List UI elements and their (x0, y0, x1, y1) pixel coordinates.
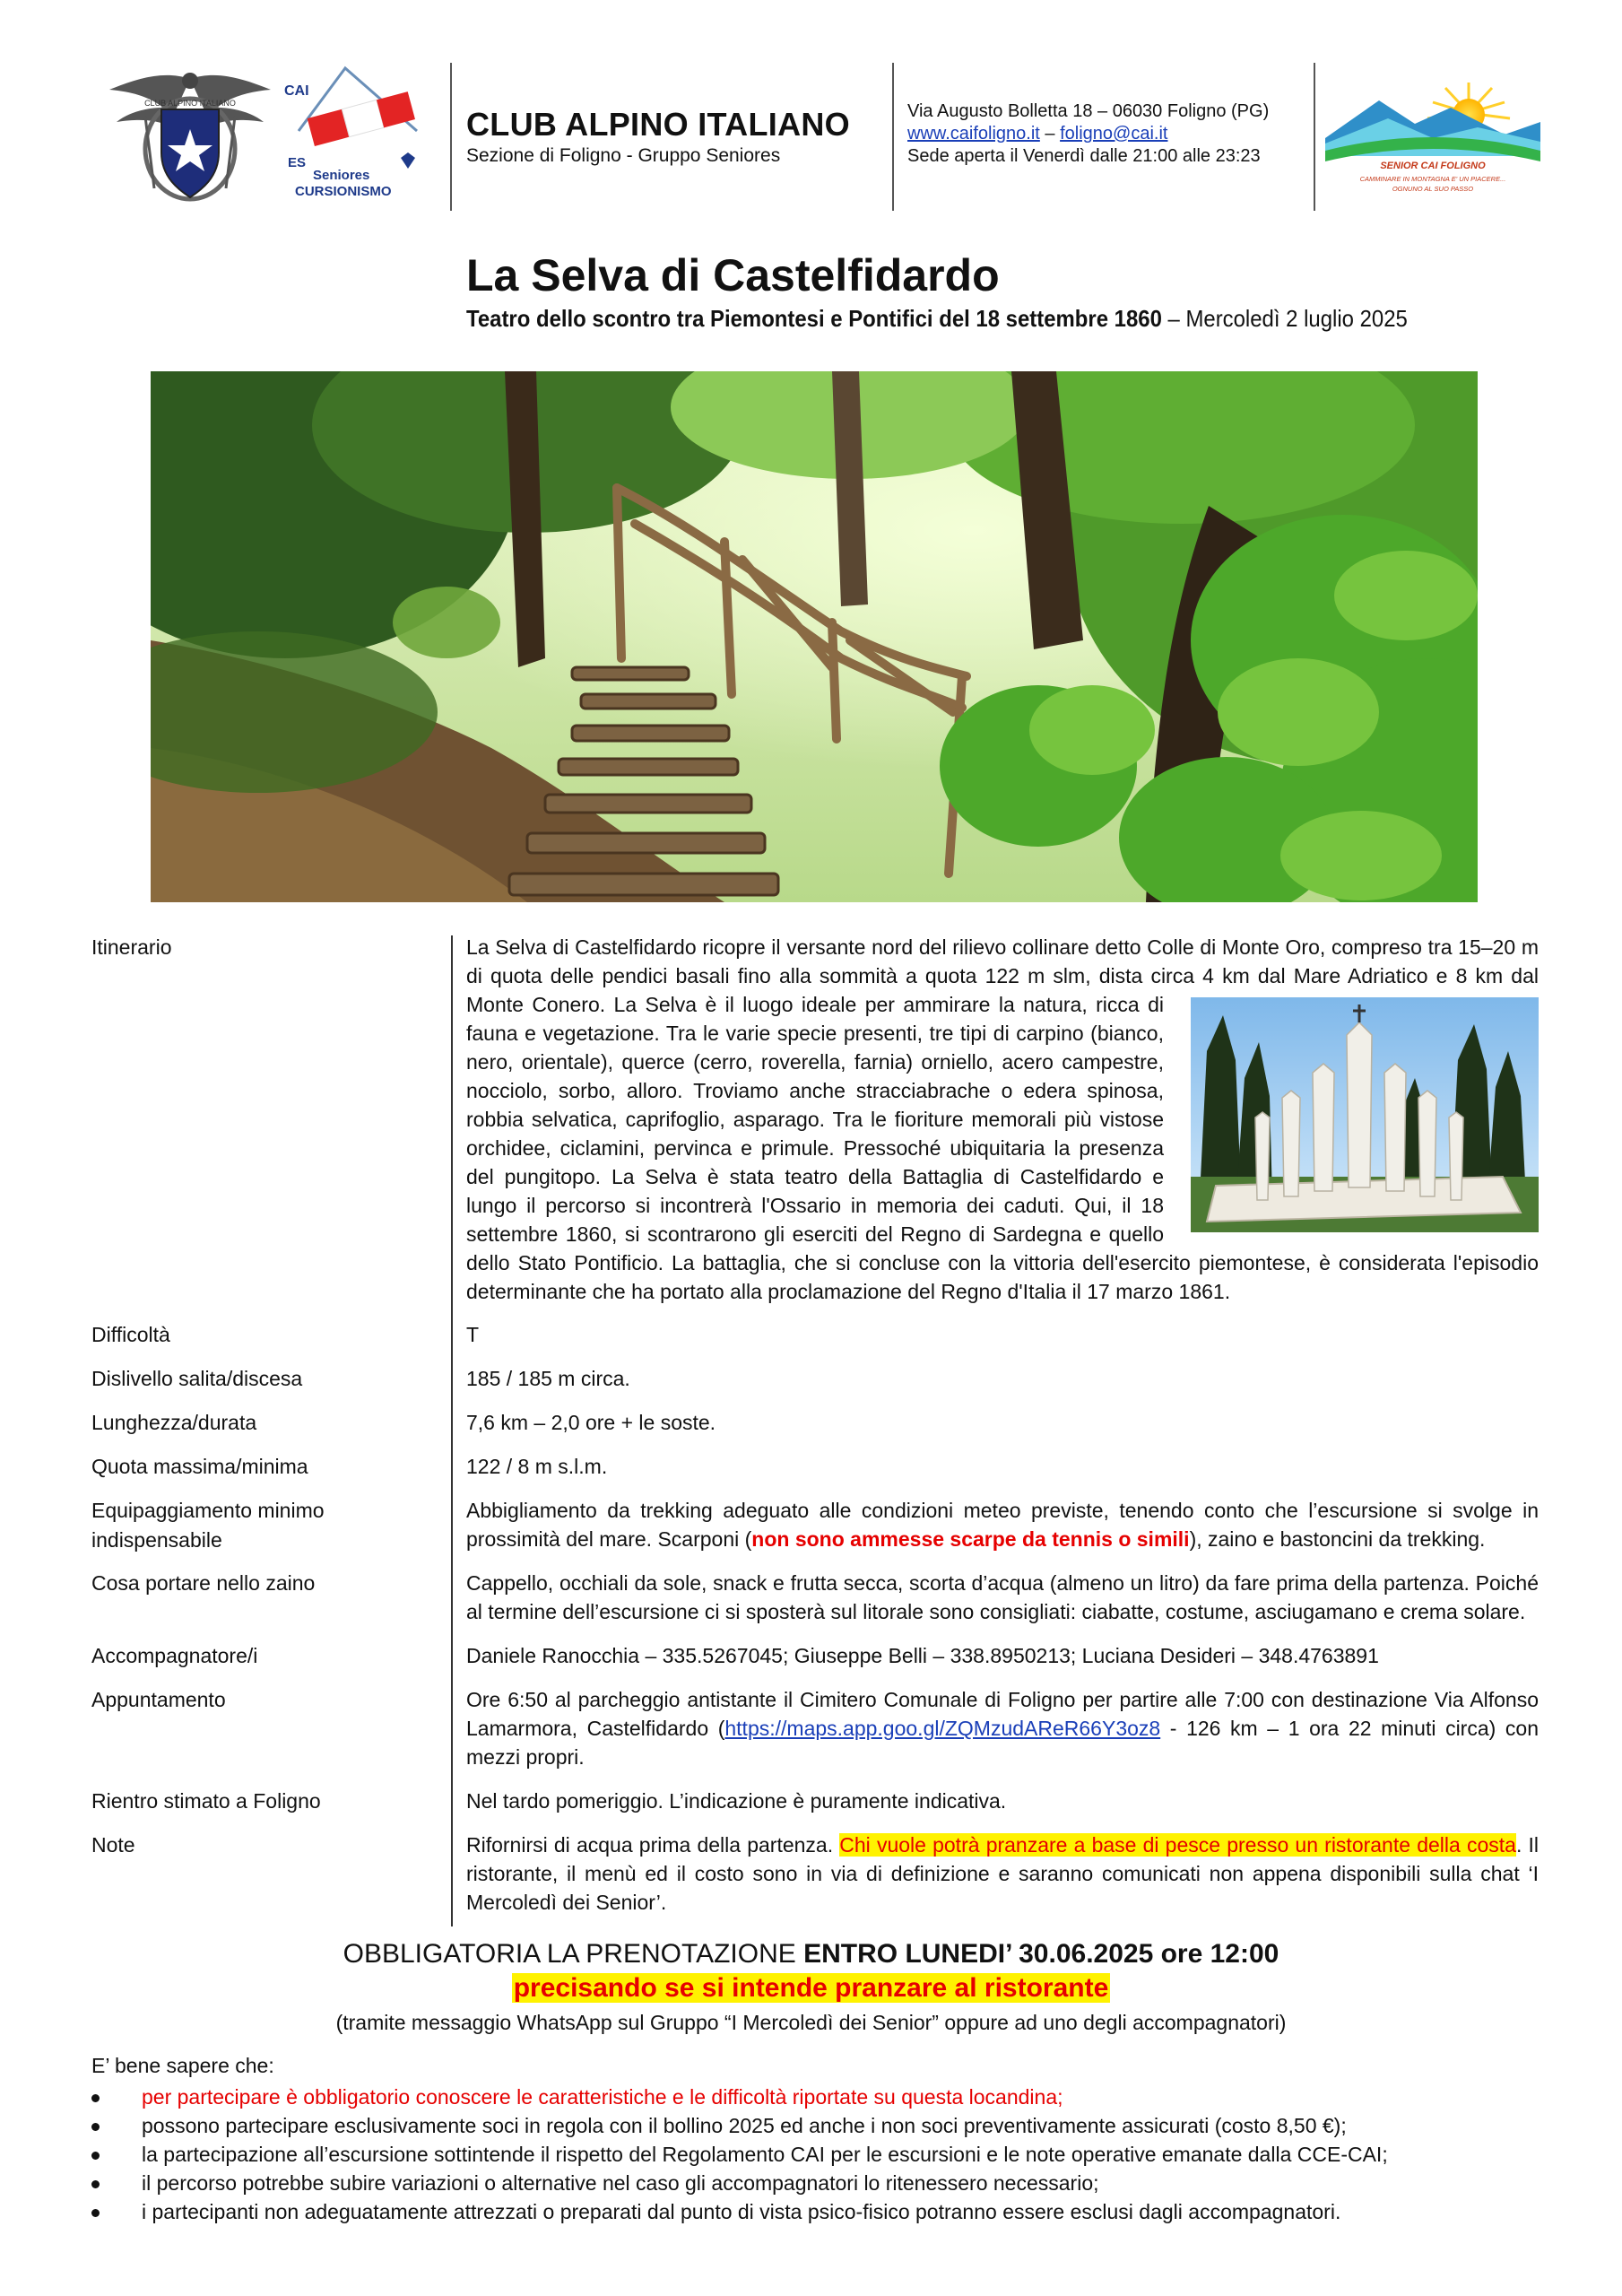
bullet-icon (91, 2209, 100, 2217)
value-note (466, 1831, 1539, 1917)
equip-text-pre: Abbigliamento da trekking adeguato alle condizioni meteo previste, tenendo conto che l’escursione si svolge in prossimità del mare. Scarponi ( (466, 1499, 1539, 1551)
value-zaino: Cappello, occhiali da sole, snack e frutta secca, scorta d’acqua (almeno un litro) da fare prima della partenza. Poiché al termine dell’escursione ci si sposterà sul litorale sono consigliati: ciabatte, costume, asciugamano e crema solare. (466, 1571, 1539, 1623)
app-text-pre: Ore 6:50 al parcheggio antistante il Cimitero Comunale di Foligno per partire alle 7:00 con destinazione Via Alfonso Lamarmora, Castelfidardo ( (466, 1688, 1539, 1740)
booking-pre: OBBLIGATORIA LA PRENOTAZIONE (343, 1939, 804, 1969)
list-item: i partecipanti non adeguatamente attrezzati o preparati dal punto di vista psico-fisico potranno essere esclusi dagli accompagnatori. (91, 2197, 1544, 2226)
maps-link[interactable]: https://maps.app.goo.gl/ZQMzudAReR66Y3oz8 (724, 1717, 1161, 1740)
list-item: la partecipazione all’escursione sottintende il rispetto del Regolamento CAI per le escursioni e le note operative emanate dalla CCE-CAI; (91, 2140, 1544, 2169)
list-item: il percorso potrebbe subire variazioni o alternative nel caso gli accompagnatori lo ritenessero necessario; (91, 2169, 1544, 2197)
app-text-post: - 126 km – 1 ora 22 minuti circa) con mezzi propri. (466, 1717, 1539, 1769)
booking-date: ENTRO LUNEDI’ 30.06.2025 ore 12:00 (803, 1939, 1279, 1969)
label-note: Note (91, 1833, 135, 1857)
note-text-pre: Rifornirsi di acqua prima della partenza. (466, 1833, 840, 1857)
booking-lunch-text: precisando se si intende pranzare al ristorante (513, 1973, 1109, 2003)
label-dislivello: Dislivello salita/discesa (91, 1367, 303, 1390)
club-name: CLUB ALPINO ITALIANO (466, 106, 850, 143)
value-quota: 122 / 8 m s.l.m. (466, 1455, 608, 1478)
label-appuntamento: Appuntamento (91, 1688, 226, 1711)
forest-path-photo (151, 371, 1478, 902)
notes-title: E’ bene sapere che: (91, 2054, 274, 2077)
equip-text-post: ), zaino e bastoncini da trekking. (1189, 1527, 1486, 1551)
svg-text:SENIOR CAI FOLIGNO: SENIOR CAI FOLIGNO (1380, 161, 1486, 171)
list-item: per partecipare è obbligatorio conoscere le caratteristiche e le difficoltà riportate su questa locandina; (91, 2083, 1544, 2111)
label-equip-line2: indispensabile (91, 1528, 222, 1552)
header-divider (450, 63, 452, 211)
svg-text:CLUB ALPINO ITALIANO: CLUB ALPINO ITALIANO (144, 99, 236, 108)
senior-cai-foligno-logo (1325, 79, 1540, 196)
value-accompagnatori: Daniele Ranocchia – 335.5267045; Giuseppe Belli – 338.8950213; Luciana Desideri – 348.4763891 (466, 1644, 1379, 1667)
itinerario-body: La Selva di Castelfidardo ricopre il versante nord del rilievo collinare detto Colle di Monte Oro, compreso tra 15–20 m di quota delle pendici basali fino alla sommità a quota 122 m slm, dista circa 4 km dal Mare Adriatico e 8 km dal Monte Conero. La Selva è il luogo ideale per ammirare la natura, ricca di fauna e vegetazione. Tra le varie specie presenti, tre tipi di carpino (bianco, nero, orientale), querce (cerro, roverella, farnia) orniello, acero campestre, nocciolo, sorbo, alloro. Troviamo anche stracciabrache o edera spinosa, robbia selvatica, caprifoglio, asparago. Tra le fioriture memorali più vistose orchidee, ciclamini, pervinca e primule. Pressoché ubiquitaria la presenza del pungitopo. La Selva è stata teatro della Battaglia di Castelfidardo e lungo il percorso si incontrerà l'Ossario in memoria dei caduti. Qui, il 18 settembre 1860, si scontrarono gli eserciti del Regno di Sardegna e quello dello Stato Pontificio. La battaglia, che si concluse con la vittoria dell'esercito piemontese, è considerata l'episodio determinante che ha portato alla proclamazione del Regno d'Italia il 17 marzo 1861. (466, 935, 1539, 1303)
label-accompagnatori: Accompagnatore/i (91, 1644, 258, 1667)
svg-text:Seniores: Seniores (313, 168, 370, 183)
label-zaino: Cosa portare nello zaino (91, 1571, 316, 1595)
label-rientro: Rientro stimato a Foligno (91, 1789, 321, 1813)
svg-text:CAMMINARE IN MONTAGNA E' UN PI: CAMMINARE IN MONTAGNA E' UN PIACERE... (1359, 175, 1506, 183)
header-divider (1314, 63, 1315, 211)
list-item: possono partecipare esclusivamente soci in regola con il bollino 2025 ed anche i non soci preventivamente assicurati (costo 8,50 €); (91, 2111, 1544, 2140)
note-highlight: Chi vuole potrà pranzare a base di pesce presso un ristorante della costa (839, 1833, 1516, 1857)
label-itinerario: Itinerario (91, 935, 172, 959)
label-difficolta: Difficoltà (91, 1323, 170, 1346)
contact-separator: – (1039, 124, 1061, 144)
itinerario-text (466, 933, 1539, 1306)
label-equip-line1: Equipaggiamento minimo (91, 1499, 325, 1522)
page-subtitle (466, 305, 1408, 333)
svg-text:ES: ES (288, 155, 307, 170)
value-equipaggiamento (466, 1496, 1539, 1553)
bullet-icon (91, 2152, 100, 2160)
header-divider (892, 63, 894, 211)
email-link[interactable]: foligno@cai.it (1060, 124, 1168, 144)
booking-lunch-note (0, 1973, 1622, 2004)
value-lunghezza: 7,6 km – 2,0 ore + le soste. (466, 1411, 716, 1434)
booking-how: (tramite messaggio WhatsApp sul Gruppo “I Mercoledì dei Senior” oppure ad uno degli accompagnatori) (335, 2011, 1287, 2034)
svg-text:CURSIONISMO: CURSIONISMO (295, 184, 392, 199)
svg-text:OGNUNO AL SUO PASSO: OGNUNO AL SUO PASSO (1392, 185, 1474, 193)
contact-block (907, 100, 1269, 168)
opening-hours: Sede aperta il Venerdì dalle 21:00 alle 23:23 (907, 146, 1261, 166)
note-text-post: . Il ristorante, il menù ed il costo sono in via di definizione e saranno comunicati non appena disponibili sulla chat ‘I Mercoledì dei Senior’. (466, 1833, 1539, 1914)
bullet-icon (91, 2180, 100, 2188)
subtitle-bold: Teatro dello scontro tra Piemontesi e Pontifici del 18 settembre 1860 (466, 305, 1162, 332)
cai-escursionismo-logo (282, 61, 430, 209)
website-link[interactable]: www.caifoligno.it (907, 124, 1040, 144)
ossario-photo (1180, 997, 1539, 1241)
svg-text:CAI: CAI (284, 83, 309, 99)
value-appuntamento (466, 1685, 1539, 1771)
value-difficolta: T (466, 1323, 480, 1346)
table-divider (451, 935, 453, 1926)
value-dislivello: 185 / 185 m circa. (466, 1367, 630, 1390)
bullet-icon (91, 2094, 100, 2102)
value-rientro: Nel tardo pomeriggio. L’indicazione è puramente indicativa. (466, 1789, 1007, 1813)
cai-eagle-logo (100, 63, 280, 206)
section-name: Sezione di Foligno - Gruppo Seniores (466, 145, 781, 166)
page-title: La Selva di Castelfidardo (466, 250, 1000, 300)
label-equipaggiamento (91, 1496, 325, 1555)
equip-warning: non sono ammesse scarpe da tennis o simili (751, 1527, 1190, 1551)
address: Via Augusto Bolletta 18 – 06030 Foligno (PG) (907, 101, 1270, 121)
bullet-icon (91, 2123, 100, 2131)
label-lunghezza: Lunghezza/durata (91, 1411, 257, 1434)
booking-deadline (0, 1939, 1622, 1970)
label-quota: Quota massima/minima (91, 1455, 308, 1478)
notes-list (91, 2083, 1544, 2226)
subtitle-date: – Mercoledì 2 luglio 2025 (1161, 305, 1408, 332)
